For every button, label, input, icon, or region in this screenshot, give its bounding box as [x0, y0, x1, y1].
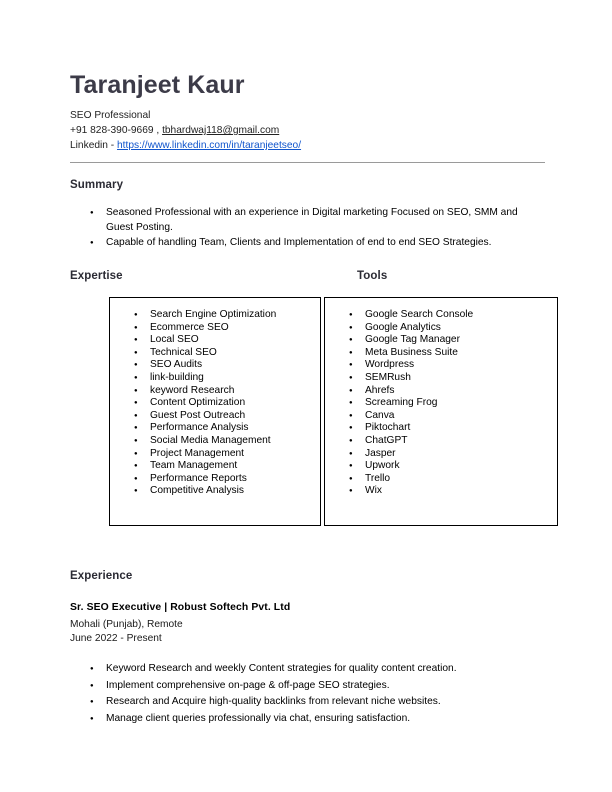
phone-number: +91 828-390-9669: [70, 125, 154, 136]
contact-separator: ,: [153, 125, 163, 136]
candidate-name: Taranjeet Kaur: [70, 71, 245, 99]
job-dates: June 2022 - Present: [70, 633, 162, 644]
list-item: ● Screaming Frog: [345, 397, 553, 410]
section-heading-expertise: Expertise: [70, 270, 123, 282]
list-item: ● Guest Post Outreach: [130, 410, 316, 423]
experience-bullet-list: [86, 661, 546, 727]
list-item: ● Search Engine Optimization: [130, 309, 316, 322]
list-item: ● Manage client queries professionally via chat, ensuring satisfaction.: [86, 711, 546, 728]
list-item: ● Google Tag Manager: [345, 334, 553, 347]
list-item: ● Google Analytics: [345, 322, 553, 335]
list-item: ● Canva: [345, 410, 553, 423]
list-item: ● Team Management: [130, 460, 316, 473]
email-address[interactable]: tbhardwaj118@gmail.com: [162, 125, 280, 136]
list-item: ● keyword Research: [130, 385, 316, 398]
list-item: ● Upwork: [345, 460, 553, 473]
section-heading-experience: Experience: [70, 570, 133, 582]
list-item: ● Seasoned Professional with an experience in Digital marketing Focused on SEO, SMM and Guest Posting.: [86, 206, 541, 235]
list-item: ● SEO Audits: [130, 359, 316, 372]
list-item: ● Research and Acquire high-quality backlinks from relevant niche websites.: [86, 694, 546, 711]
list-item: ● Jasper: [345, 448, 553, 461]
list-item: ● Content Optimization: [130, 397, 316, 410]
header-divider-rule: [70, 162, 545, 163]
list-item: ● Meta Business Suite: [345, 347, 553, 360]
job-location: Mohali (Punjab), Remote: [70, 619, 183, 630]
list-item: ● Local SEO: [130, 334, 316, 347]
expertise-box: [109, 297, 321, 526]
section-heading-summary: Summary: [70, 179, 124, 191]
expertise-list: [130, 309, 316, 498]
list-item: ● link-building: [130, 372, 316, 385]
list-item: ● Competitive Analysis: [130, 485, 316, 498]
list-item: ● Implement comprehensive on-page & off-page SEO strategies.: [86, 678, 546, 695]
list-item: ● Wordpress: [345, 359, 553, 372]
list-item: ● Ahrefs: [345, 385, 553, 398]
summary-bullet-list: [86, 206, 541, 252]
list-item: ● Capable of handling Team, Clients and Implementation of end to end SEO Strategies.: [86, 236, 541, 251]
linkedin-label: Linkedin -: [70, 140, 118, 151]
list-item: ● ChatGPT: [345, 435, 553, 448]
job-title-company: Sr. SEO Executive | Robust Softech Pvt. Ltd: [70, 602, 291, 613]
job-role-subtitle: SEO Professional: [70, 110, 151, 121]
list-item: ● Piktochart: [345, 422, 553, 435]
list-item: ● Project Management: [130, 448, 316, 461]
tools-box: [324, 297, 558, 526]
list-item: ● Trello: [345, 473, 553, 486]
list-item: ● Keyword Research and weekly Content strategies for quality content creation.: [86, 661, 546, 678]
list-item: ● Google Search Console: [345, 309, 553, 322]
list-item: ● SEMRush: [345, 372, 553, 385]
section-heading-tools: Tools: [357, 270, 388, 282]
list-item: ● Ecommerce SEO: [130, 322, 316, 335]
list-item: ● Performance Reports: [130, 473, 316, 486]
list-item: ● Wix: [345, 485, 553, 498]
contact-phone-email-line: [70, 124, 279, 138]
list-item: ● Performance Analysis: [130, 422, 316, 435]
list-item: ● Social Media Management: [130, 435, 316, 448]
list-item: ● Technical SEO: [130, 347, 316, 360]
linkedin-url-link[interactable]: https://www.linkedin.com/in/taranjeetseo/: [117, 140, 302, 151]
tools-list: [345, 309, 553, 498]
contact-linkedin-line: [70, 139, 301, 153]
